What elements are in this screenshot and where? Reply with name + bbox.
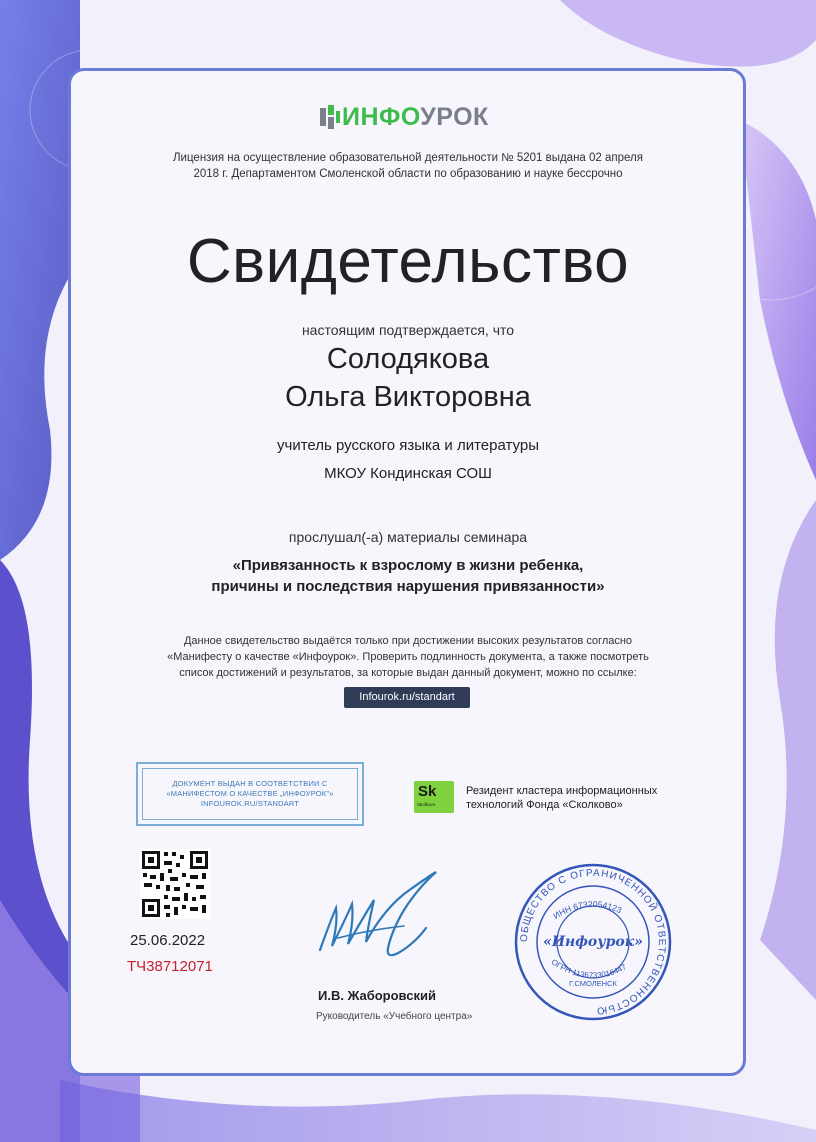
company-seal: [513, 862, 673, 1022]
certificate-number: ТЧ38712071: [127, 958, 213, 975]
seminar-title: [108, 555, 708, 597]
seminar-line1: «Привязанность к взрослому в жизни ребенка,: [232, 557, 584, 574]
seal-center: «Инфоурок»: [543, 934, 643, 950]
seminar-line2: причины и последствия нарушения привязанности»: [211, 578, 605, 595]
qr-code-icon[interactable]: [140, 849, 210, 919]
skolkovo-line2: технологий Фонда «Сколково»: [466, 799, 623, 811]
confirm-text: настоящим подтверждается, что: [301, 322, 515, 338]
skolkovo-logo-letters: Sk: [418, 783, 437, 800]
skolkovo-logo-sub: Skolkovo: [417, 802, 436, 807]
infourok-logo: [320, 103, 496, 131]
skolkovo-logo: [414, 781, 454, 813]
note-line1: Данное свидетельство выдаётся только при достижении высоких результатов согласно: [183, 635, 633, 647]
listened-text: прослушал(-а) материалы семинара: [288, 529, 528, 545]
logo-wordmark: [342, 102, 489, 132]
signer-role: Руководитель «Учебного центра»: [316, 1011, 473, 1022]
person-surname: Солодякова: [326, 343, 490, 375]
signature-graphic: [308, 864, 448, 984]
note-line2: «Манифесту о качестве «Инфоурок». Проверить подлинность документа, а также посмотреть: [167, 651, 649, 663]
verification-note: [138, 633, 678, 681]
person-school: МКОУ Кондинская СОШ: [324, 465, 492, 482]
certificate-title: Свидетельство: [186, 227, 630, 296]
skolkovo-line1: Резидент кластера информационных: [466, 785, 658, 797]
logo-part1: ИНФО: [342, 103, 421, 131]
verification-link[interactable]: Infourok.ru/standart: [344, 687, 470, 708]
manifest-line2: «МАНИФЕСТОМ О КАЧЕСТВЕ „ИНФОУРОК"»: [166, 789, 334, 798]
person-given-name: Ольга Викторовна: [285, 381, 531, 413]
manifest-badge: [136, 762, 364, 826]
seal-outer-text: ОБЩЕСТВО С ОГРАНИЧЕННОЙ ОТВЕТСТВЕННОСТЬЮ: [518, 867, 668, 1017]
license-line1: Лицензия на осуществление образовательной деятельности № 5201 выдана 02 апреля: [173, 152, 643, 164]
issue-date: 25.06.2022: [130, 932, 206, 949]
note-line3: список достижений и результатов, за которые выдан данный документ, можно по ссылке:: [179, 667, 637, 679]
logo-mark-icon: [320, 105, 340, 129]
license-text: [150, 150, 666, 182]
license-line2: 2018 г. Департаментом Смоленской области по образованию и науке бессрочно: [193, 168, 623, 180]
seal-inn: ИНН 6732054123: [551, 898, 624, 921]
seal-city: Г.СМОЛЕНСК: [569, 979, 617, 988]
manifest-line3: INFOUROK.RU/STANDART: [200, 799, 300, 808]
person-position: учитель русского языка и литературы: [277, 437, 539, 454]
skolkovo-text: [466, 784, 686, 812]
signer-name: И.В. Жаборовский: [318, 988, 436, 1003]
manifest-line1: ДОКУМЕНТ ВЫДАН В СООТВЕТСТВИИ С: [172, 779, 328, 788]
logo-part2: УРОК: [420, 103, 489, 131]
person-name: [108, 340, 708, 416]
seal-ogrn: ОГРН 1136733016447: [549, 957, 628, 981]
